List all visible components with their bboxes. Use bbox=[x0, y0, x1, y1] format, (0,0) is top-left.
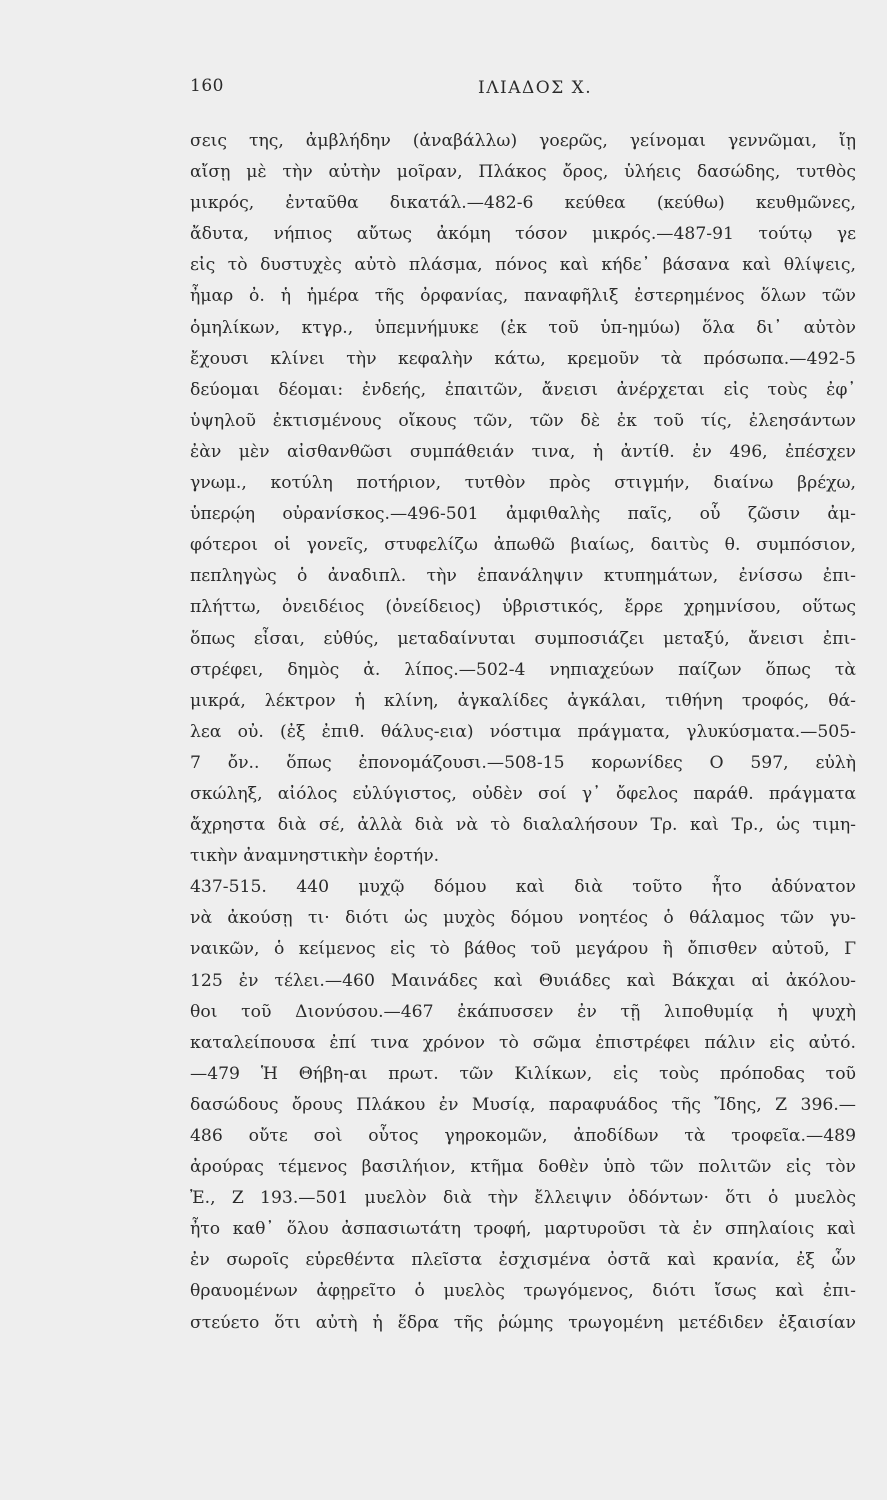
text-line: πλήττω, ὀνειδέιος (ὀνείδειος) ὑβριστικός, ἔρρε χρημνίσου, οὕτως bbox=[190, 597, 856, 618]
text-line: 125 ἐν τέλει.—460 Μαινάδες καὶ Θυιάδες καὶ Βάκχαι αἱ ἀκόλου- bbox=[190, 970, 856, 991]
text-line: αἴσῃ μὲ τὴν αὐτὴν μοῖραν, Πλάκος ὄρος, ὑλήεις δασώδης, τυτθὸς bbox=[190, 162, 856, 183]
text-line: ἦμαρ ὀ. ἡ ἡμέρα τῆς ὀρφανίας, παναφῆλιξ ἐστερημένος ὅλων τῶν bbox=[190, 286, 856, 307]
page-number: 160 bbox=[190, 76, 224, 96]
text-line: τικὴν ἀναμνηστικὴν ἑορτήν. bbox=[190, 846, 440, 867]
text-line: ἔχουσι κλίνει τὴν κεφαλὴν κάτω, κρεμοῦν τὰ πρόσωπα.—492-5 bbox=[190, 348, 856, 369]
text-line: καταλείπουσα ἐπί τινα χρόνον τὸ σῶμα ἐπιστρέφει πάλιν εἰς αὐτό. bbox=[190, 1032, 856, 1053]
text-line: θοι τοῦ Διονύσου.—467 ἐκάπυσσεν ἐν τῇ λιποθυμίᾳ ἡ ψυχὴ bbox=[190, 1001, 856, 1022]
text-line: εἰς τὸ δυστυχὲς αὐτὸ πλάσμα, πόνος καὶ κήδε᾽ βάσανα καὶ θλίψεις, bbox=[190, 255, 856, 276]
text-line: 486 οὔτε σοὶ οὗτος γηροκομῶν, ἀποδίδων τὰ τροφεῖα.—489 bbox=[190, 1126, 856, 1146]
text-line: 437-515. 440 μυχῷ δόμου καὶ διὰ τοῦτο ἦτο ἀδύνατον bbox=[190, 877, 856, 898]
text-line: ὑψηλοῦ ἐκτισμένους οἴκους τῶν, τῶν δὲ ἐκ τοῦ τίς, ἐλεησάντων bbox=[190, 410, 856, 431]
text-line: ἄδυτα, νήπιος αὔτως ἀκόμη τόσον μικρός.—487-91 τούτῳ γε bbox=[190, 224, 856, 245]
text-line: δασώδους ὄρους Πλάκου ἐν Μυσίᾳ, παραφυάδος τῆς Ἴδης, Ζ 396.— bbox=[190, 1094, 856, 1115]
text-line: 7 ὄν.. ὅπως ἐπονομάζουσι.—508-15 κορωνίδες Ο 597, εὐλὴ bbox=[190, 752, 856, 773]
text-line: σκώληξ, αἰόλος εὐλύγιστος, οὐδὲν σοί γ᾽ ὄφελος παράθ. πράγματα bbox=[190, 783, 856, 804]
running-title: ΙΛΙΑΔΟΣ Χ. bbox=[478, 78, 593, 98]
text-line: ἦτο καθ᾽ ὅλου ἀσπασιωτάτη τροφή, μαρτυροῦσι τὰ ἐν σπηλαίοις καὶ bbox=[190, 1219, 856, 1240]
text-line: ἄχρηστα διὰ σέ, ἀλλὰ διὰ νὰ τὸ διαλαλήσουν Τρ. καὶ Τρ., ὡς τιμη- bbox=[190, 815, 856, 836]
text-line: σεις της, ἀμβλήδην (ἀναβάλλω) γοερῶς, γείνομαι γεννῶμαι, ἴῃ bbox=[190, 131, 856, 151]
text-line: ὅπως εἶσαι, εὐθύς, μεταδαίνυται συμποσιάζει μεταξύ, ἄνεισι ἐπι- bbox=[190, 628, 856, 649]
text-line bbox=[190, 1339, 856, 1370]
text-line: Ἐ., Ζ 193.—501 μυελὸν διὰ τὴν ἔλλειψιν ὀδόντων· ὅτι ὁ μυελὸς bbox=[190, 1188, 856, 1209]
text-line: στρέφει, δημὸς ἀ. λίπος.—502-4 νηπιαχεύων παίζων ὅπως τὰ bbox=[190, 659, 856, 680]
text-line: ἐὰν μὲν αἰσθανθῶσι συμπάθειάν τινα, ἡ ἀντίθ. ἐν 496, ἐπέσχεν bbox=[190, 441, 856, 462]
text-line: ὑπερῴη οὐρανίσκος.—496-501 ἀμφιθαλὴς παῖς, οὗ ζῶσιν ἀμ- bbox=[190, 504, 856, 525]
text-line: ἐν σωροῖς εὑρεθέντα πλεῖστα ἐσχισμένα ὀστᾶ καὶ κρανία, ἐξ ὧν bbox=[190, 1250, 856, 1271]
text-line: πεπληγὼς ὁ ἀναδιπλ. τὴν ἐπανάληψιν κτυπημάτων, ἐνίσσω ἐπι- bbox=[190, 566, 856, 587]
text-line: —479 Ἡ Θήβη-αι πρωτ. τῶν Κιλίκων, εἰς τοὺς πρόποδας τοῦ bbox=[190, 1063, 856, 1084]
commentary-text bbox=[190, 126, 856, 1370]
page-header bbox=[0, 76, 887, 116]
text-line: μικρός, ἐνταῦθα δικατάλ.—482-6 κεύθεα (κεύθω) κευθμῶνες, bbox=[190, 193, 856, 214]
text-line: ἀρούρας τέμενος βασιλήιον, κτῆμα δοθὲν ὑπὸ τῶν πολιτῶν εἰς τὸν bbox=[190, 1157, 856, 1178]
text-line: δεύομαι δέομαι: ἐνδεής, ἐπαιτῶν, ἄνεισι ἀνέρχεται εἰς τοὺς ἐφ᾽ bbox=[190, 379, 856, 400]
text-line: θραυομένων ἀφῃρεῖτο ὁ μυελὸς τρωγόμενος, διότι ἴσως καὶ ἐπι- bbox=[190, 1281, 856, 1302]
text-line: γνωμ., κοτύλη ποτήριον, τυτθὸν πρὸς στιγμήν, διαίνω βρέχω, bbox=[190, 473, 856, 494]
text-line: στεύετο ὅτι αὐτὴ ἡ ἕδρα τῆς ῥώμης τρωγομένη μετέδιδεν ἐξαισίαν bbox=[190, 1312, 856, 1333]
text-line: μικρά, λέκτρον ἡ κλίνη, ἀγκαλίδες ἀγκάλαι, τιθήνη τροφός, θά- bbox=[190, 690, 856, 711]
text-line: ὁμηλίκων, κτγρ., ὑπεμνήμυκε (ἐκ τοῦ ὑπ-ημύω) ὅλα δι᾽ αὐτὸν bbox=[190, 317, 856, 338]
text-line: ναικῶν, ὁ κείμενος εἰς τὸ βάθος τοῦ μεγάρου ἢ ὄπισθεν αὐτοῦ, Γ bbox=[190, 939, 856, 960]
text-line: νὰ ἀκούσῃ τι· διότι ὡς μυχὸς δόμου νοητέος ὁ θάλαμος τῶν γυ- bbox=[190, 908, 856, 929]
text-line: λεα οὐ. (ἐξ ἐπιθ. θάλυς-εια) νόστιμα πράγματα, γλυκύσματα.—505- bbox=[190, 721, 856, 742]
text-line: φότεροι οἱ γονεῖς, στυφελίζω ἀπωθῶ βιαίως, δαιτὺς θ. συμπόσιον, bbox=[190, 535, 856, 556]
